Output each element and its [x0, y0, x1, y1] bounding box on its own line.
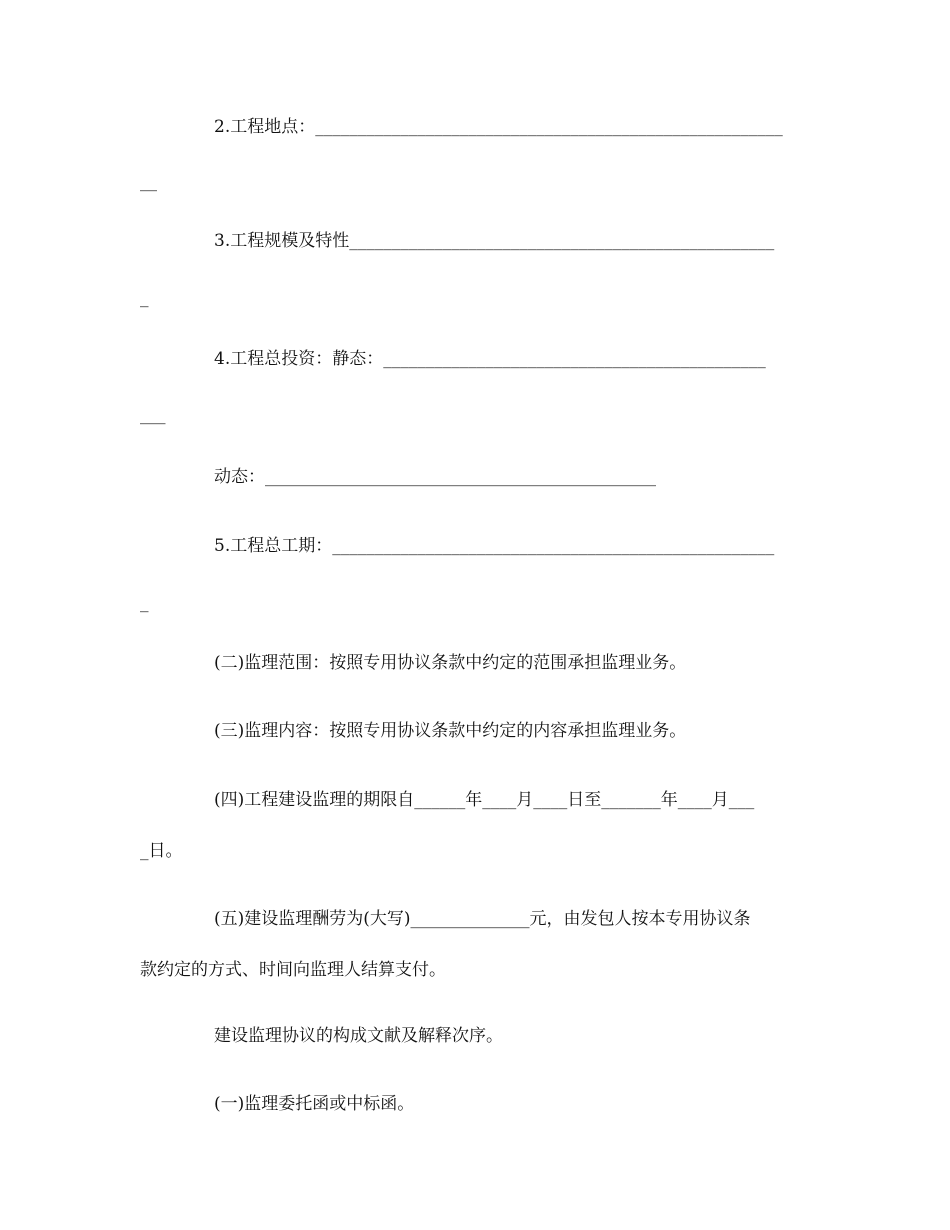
item-total-duration: 5.工程总工期：____________________________________________________ [214, 536, 775, 556]
item-project-location: 2.工程地点：_______________________________________________________ [214, 117, 783, 137]
item-total-investment-dynamic: 动态：______________________________________________ [214, 467, 656, 487]
item-supervision-content: (三)监理内容：按照专用协议条款中约定的内容承担监理业务。 [214, 721, 687, 741]
item-supervision-scope: (二)监理范围：按照专用协议条款中约定的范围承担监理业务。 [214, 653, 687, 673]
section-contract-documents-heading: 建设监理协议的构成文献及解释次序。 [214, 1026, 503, 1046]
item-project-scale: 3.工程规模及特性__________________________________________________ [214, 231, 775, 251]
item-total-investment-continued: ___ [140, 405, 166, 425]
item-supervision-fee: (五)建设监理酬劳为(大写)______________元，由发包人按本专用协议条 [214, 909, 751, 929]
item-supervision-fee-continued: 款约定的方式、时间向监理人结算支付。 [140, 960, 446, 980]
item-supervision-period: (四)工程建设监理的期限自______年____月____日至_______年____月___ [214, 790, 755, 810]
item-project-location-continued: __ [140, 172, 157, 192]
item-supervision-period-continued: _日。 [140, 841, 183, 861]
item-entrustment-letter: (一)监理委托函或中标函。 [214, 1094, 415, 1114]
item-total-investment-static: 4.工程总投资：静态：_____________________________________________ [214, 349, 766, 369]
item-project-scale-continued: _ [140, 288, 149, 308]
item-total-duration-continued: _ [140, 593, 149, 613]
